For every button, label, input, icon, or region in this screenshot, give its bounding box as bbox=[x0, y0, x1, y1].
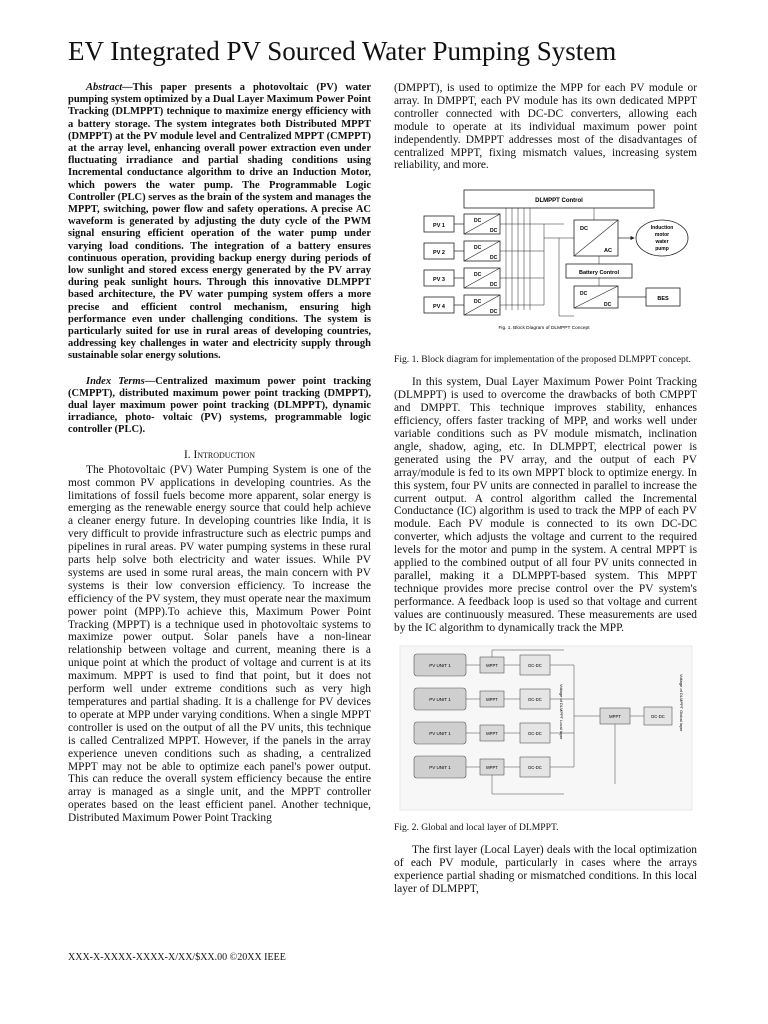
fig2-global-layer-label: Voltage of DLMPPT Global layer bbox=[679, 674, 684, 732]
svg-text:DC: DC bbox=[490, 309, 498, 316]
svg-text:MPPT: MPPT bbox=[486, 765, 498, 771]
svg-text:DC: DC bbox=[490, 228, 498, 235]
svg-text:DC: DC bbox=[474, 299, 482, 306]
svg-text:DC-DC: DC-DC bbox=[528, 765, 542, 771]
pv-row-3 bbox=[424, 268, 500, 288]
svg-text:pump: pump bbox=[655, 246, 669, 253]
pv-row-4 bbox=[424, 295, 500, 315]
left-column bbox=[68, 82, 371, 825]
index-terms-lead: Index Terms bbox=[86, 375, 145, 387]
svg-text:water: water bbox=[655, 239, 669, 246]
svg-text:DC: DC bbox=[580, 226, 588, 233]
svg-text:Battery Control: Battery Control bbox=[578, 270, 620, 277]
svg-text:PV UNIT 1: PV UNIT 1 bbox=[429, 663, 451, 669]
copyright-footer: XXX-X-XXXX-XXXX-X/XX/$XX.00 ©20XX IEEE bbox=[68, 952, 286, 963]
svg-text:motor: motor bbox=[654, 232, 670, 239]
fig2-block-diagram bbox=[394, 644, 697, 812]
svg-text:PV UNIT 1: PV UNIT 1 bbox=[429, 697, 451, 703]
svg-text:DC: DC bbox=[474, 272, 482, 279]
svg-text:MPPT: MPPT bbox=[486, 731, 498, 737]
index-terms-text: Centralized maximum power point tracking (CMPPT), distributed maximum power point tracking (DMPPT), dual layer maximum power point tracking (DLMPPT), dynamic irradiance, photo- voltaic (PV) systems, programmable logic controller (PLC). bbox=[68, 375, 371, 436]
svg-text:PV 3: PV 3 bbox=[433, 277, 445, 284]
pv-row-2 bbox=[424, 241, 500, 261]
svg-text:MPPT: MPPT bbox=[609, 714, 621, 720]
section-heading-introduction: I. Introduction bbox=[183, 448, 256, 461]
svg-text:Induction: Induction bbox=[650, 225, 674, 232]
fig1-inner-caption: Fig. 1. Block Diagram of DLMPPT Concept bbox=[498, 326, 590, 332]
index-terms: Index Terms—Centralized maximum power point tracking (CMPPT), distributed maximum power point tracking (DMPPT), dual layer maximum power point tracking (DLMPPT), dynamic irradiance, photo- voltaic (PV) systems, programmable logic controller (PLC). bbox=[68, 375, 371, 436]
svg-text:DC-DC: DC-DC bbox=[528, 663, 542, 669]
svg-text:MPPT: MPPT bbox=[486, 697, 498, 703]
svg-text:PV 2: PV 2 bbox=[433, 250, 445, 257]
svg-text:DC-DC: DC-DC bbox=[651, 714, 665, 720]
svg-text:DC: DC bbox=[580, 291, 588, 298]
fig2-caption: Fig. 2. Global and local layer of DLMPPT. bbox=[394, 822, 559, 834]
svg-text:BES: BES bbox=[657, 296, 669, 303]
dlmppt-control-label: DLMPPT Control bbox=[535, 198, 583, 205]
dmppt-paragraph: (DMPPT), is used to optimize the MPP for each PV module or array. In DMPPT, each PV module has its own dedicated MPPT controller connected with DC-DC converters, allowing each module to operate at its individual maximum power point independently. DMPPT addresses most of the disadvantages of centralized MPPT, fixing mismatch values, increasing system reliability, and more. bbox=[394, 82, 697, 172]
svg-text:DC: DC bbox=[474, 218, 482, 225]
svg-text:DC-DC: DC-DC bbox=[528, 697, 542, 703]
svg-text:DC: DC bbox=[474, 245, 482, 252]
svg-text:DC: DC bbox=[490, 282, 498, 289]
svg-text:MPPT: MPPT bbox=[486, 663, 498, 669]
fig1-block-diagram bbox=[394, 186, 697, 344]
right-column bbox=[394, 82, 697, 896]
fig2-local-layer-label: Voltage of DLMPPT Local layer bbox=[559, 684, 564, 740]
abstract-lead: Abstract bbox=[86, 82, 123, 93]
pv-row-1 bbox=[424, 214, 500, 234]
svg-text:PV 1: PV 1 bbox=[433, 223, 445, 230]
svg-text:AC: AC bbox=[604, 248, 612, 255]
introduction-paragraph: The Photovoltaic (PV) Water Pumping System is one of the most common PV applications in developing countries. As the limitations of fossil fuels become more apparent, solar energy is emerging as the renewable energy source that could help achieve a cleaner energy future. In developing countries like India, it is very difficult to provide infrastructure such as electric pumps and pipelines in rural areas. PV water pumping systems in these rural parts help solve both electricity and water issues. While PV systems are used in some rural areas, the main concern with PV systems is their low conversion efficiency. To increase the efficiency of the PV system, they must operate near the maximum power point (MPP).To achieve this, Maximum Power Point Tracking (MPPT) is a technique used in photovoltaic systems to maximize power output. Solar panels have a non-linear relationship between voltage and current, meaning there is a unique point at which the product of voltage and current is at its maximum. MPPT is used to find that point, but it does not perform well under extreme conditions such as very high temperatures and partial shading. It is a challenge for PV devices to operate at MPP under varying conditions. When a single MPPT controller is used on the output of all the PV units, this technique is called Centralized MPPT. However, if the panels in the array experience uneven conditions such as shading, a centralized MPPT may not be able to optimize each panel's power output. This can reduce the overall system efficiency because the entire array is managed as a single unit, and the MPPT controller operates based on the least efficient panel. Another technique, Distributed Maximum Power Point Tracking bbox=[68, 463, 371, 825]
dlmppt-paragraph: In this system, Dual Layer Maximum Power Point Tracking (DLMPPT) is used to overcome the drawbacks of both CMPPT and DMPPT. This technique improves stability, enhances efficiency, offers faster tracking of MPP, and works well under variable conditions such as PV module mismatch, inclination angle, shadow, aging, etc. In DLMPPT, electrical power is generated using the PV array, and the output of each PV array/module is fed to its own MPPT block to optimize energy. In this system, four PV units are connected in parallel to increase the current output. A control algorithm called the Incremental Conductance (IC) algorithm is used to track the MPP of each PV module. Each PV module is connected to its own DC-DC converter, which adjusts the voltage and current to the required levels for the motor and pump in the system. A central MPPT is applied to the combined output of all four PV units connected in parallel, making it a DLMPPT-based system. This MPPT technique provides more precise control over the PV system's performance. A feedback loop is used so that voltage and current values are continuously measured. These measurements are used by the IC algorithm to dynamically track the MPP. bbox=[394, 376, 697, 634]
svg-text:PV 4: PV 4 bbox=[433, 304, 445, 311]
svg-text:DC-DC: DC-DC bbox=[528, 731, 542, 737]
svg-text:DC: DC bbox=[604, 302, 612, 309]
svg-text:PV UNIT 1: PV UNIT 1 bbox=[429, 765, 451, 771]
figure-2 bbox=[394, 644, 697, 834]
svg-text:PV UNIT 1: PV UNIT 1 bbox=[429, 731, 451, 737]
svg-text:DC: DC bbox=[490, 255, 498, 262]
local-layer-paragraph: The first layer (Local Layer) deals with the local optimization of each PV module, particularly in cases where the arrays experience partial shading or mismatched conditions. In this local layer of DLMPPT, bbox=[394, 844, 697, 896]
fig1-caption: Fig. 1. Block diagram for implementation of the proposed DLMPPT concept. bbox=[394, 354, 691, 366]
figure-1 bbox=[394, 186, 697, 366]
abstract-text: This paper presents a photovoltaic (PV) water pumping system optimized by a Dual Layer Maximum Power Point Tracking (DLMPPT) technique to maximize energy efficiency with a battery storage. The system integrates both Distributed MPPT (DMPPT) at the PV module level and Centralized MPPT (CMPPT) at the array level, enhancing overall power extraction even under fluctuating irradiance and partial shading conditions using Incremental conductance algorithm to drive an Induction Motor, which powers the water pump. The Programmable Logic Controller (PLC) serves as the brain of the system and manages the MPPT, switching, power flow and safety operations. A precise AC waveform is generated by adjusting the duty cycle of the PWM signal ensuring efficient operation of the water pump under varying load conditions. The integration of a battery ensures continuous operation, providing backup energy during periods of low sunlight and stored excess energy generated by the PV array during peak sunlight hours. Through this innovative DLMPPT based architecture, the PV water pumping system offers a more precise and efficient control mechanism, ensuring high performance even under challenging conditions. The system is particularly suited for use in rural areas of developing countries, addressing key challenges in water and electricity supply through sustainable solar energy solutions. bbox=[68, 82, 371, 362]
abstract: Abstract—This paper presents a photovoltaic (PV) water pumping system optimized by a Dual Layer Maximum Power Point Tracking (DLMPPT) technique to maximize energy efficiency with a battery storage. The system integrates both Distributed MPPT (DMPPT) at the PV module level and Centralized MPPT (CMPPT) at the array level, enhancing overall power extraction even under fluctuating irradiance and partial shading conditions using Incremental conductance algorithm to drive an Induction Motor, which powers the water pump. The Programmable Logic Controller (PLC) serves as the brain of the system and manages the MPPT, switching, power flow and safety operations. A precise AC waveform is generated by adjusting the duty cycle of the PWM signal ensuring efficient operation of the water pump under varying load conditions. The integration of a battery ensures continuous operation, providing backup energy during periods of low sunlight and stored excess energy generated by the PV array during peak sunlight hours. Through this innovative DLMPPT based architecture, the PV water pumping system offers a more precise and efficient control mechanism, ensuring high performance even under challenging conditions. The system is particularly suited for use in rural areas of developing countries, addressing key challenges in water and electricity supply through sustainable solar energy solutions. bbox=[68, 82, 371, 362]
paper-title: EV Integrated PV Sourced Water Pumping System bbox=[68, 36, 617, 66]
